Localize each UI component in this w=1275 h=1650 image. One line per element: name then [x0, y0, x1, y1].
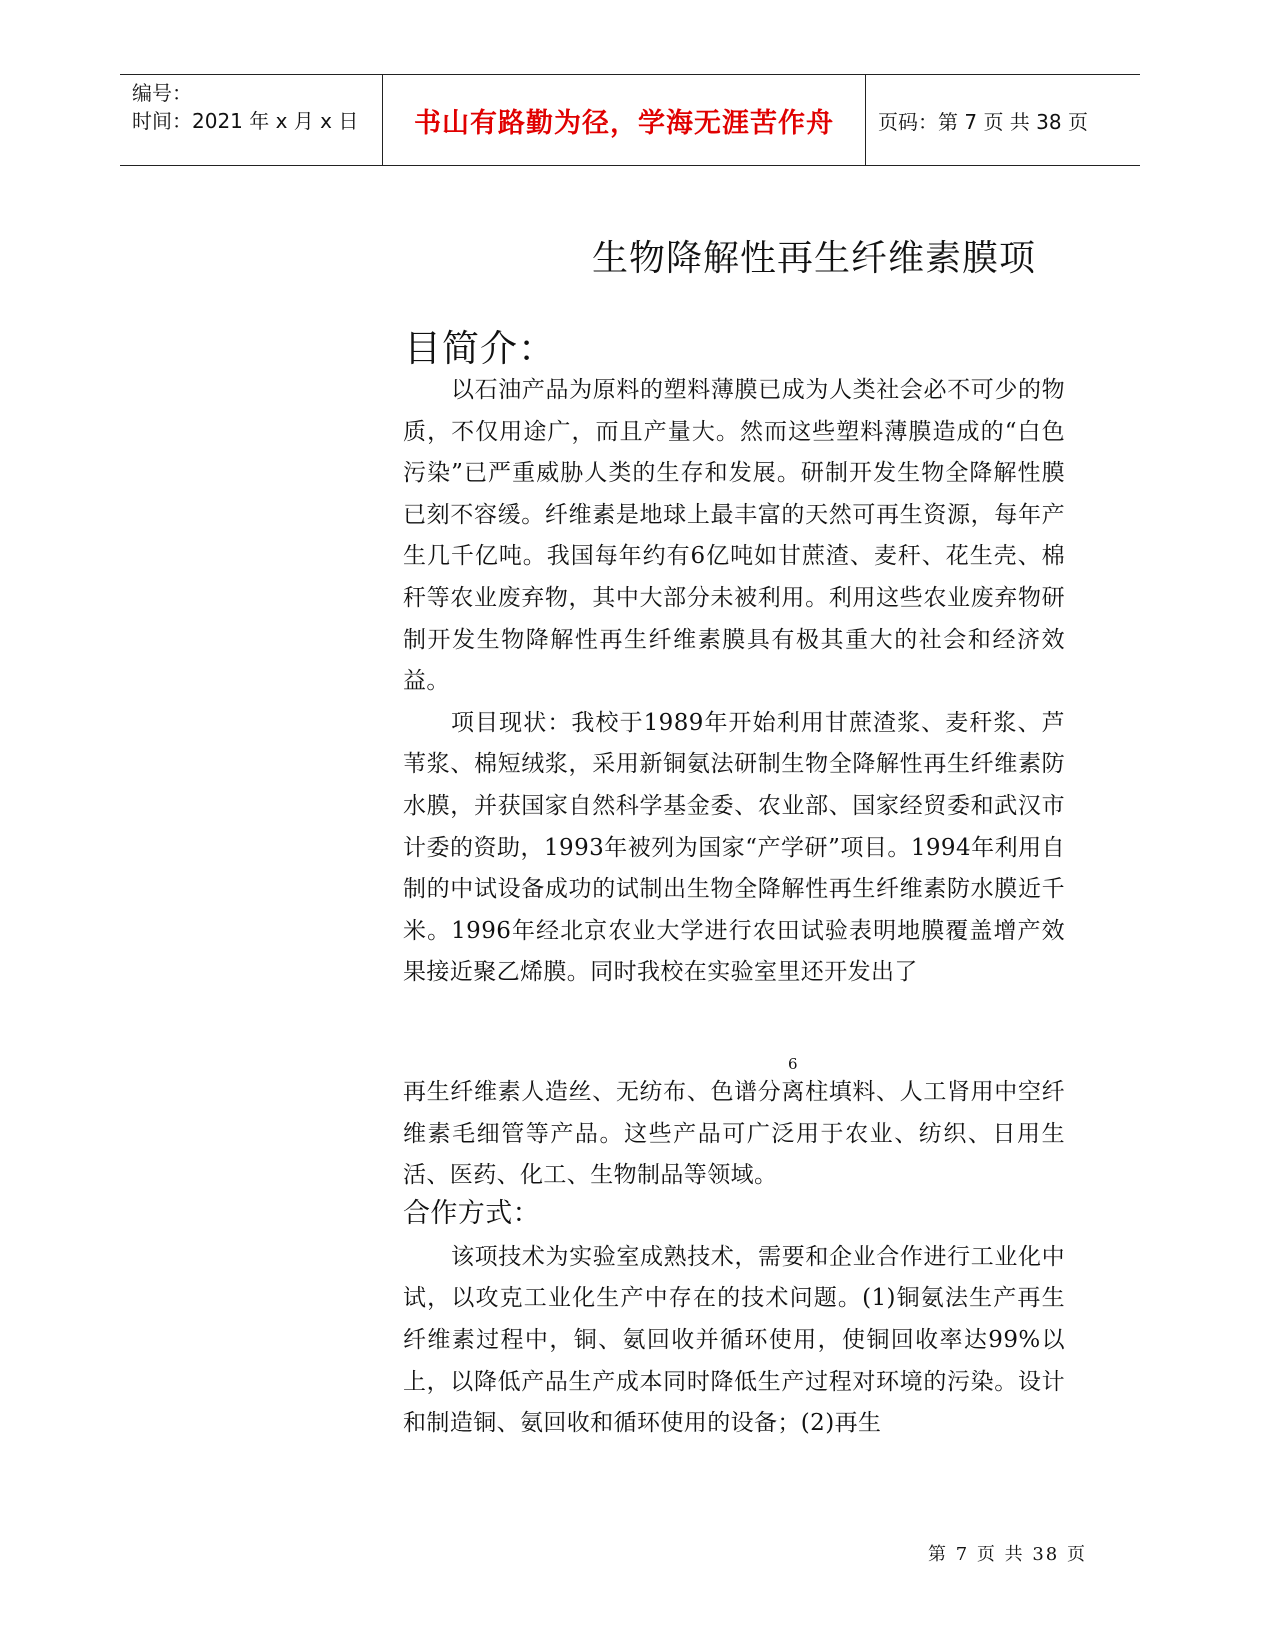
- body-block-1: [403, 370, 1065, 994]
- section-title-cooperation: 合作方式：: [403, 1197, 540, 1229]
- paragraph-background: 以石油产品为原料的塑料薄膜已成为人类社会必不可少的物质，不仅用途广，而且产量大。然而这些塑料薄膜造成的“白色污染”已严重威胁人类的生存和发展。研制开发生物全降解性膜已刻不容缓。纤维素是地球上最丰富的天然可再生资源，每年产生几千亿吨。我国每年约有6亿吨如甘蔗渣、麦秆、花生壳、棉秆等农业废弃物，其中大部分未被利用。利用这些农业废弃物研制开发生物降解性再生纤维素膜具有极其重大的社会和经济效益。: [403, 377, 1065, 695]
- document-number-label: 编号：: [132, 81, 192, 105]
- page-marker: 6: [788, 1055, 798, 1073]
- page-footer: 第 7 页 共 38 页: [928, 1544, 1087, 1565]
- paragraph-cooperation: 该项技术为实验室成熟技术，需要和企业合作进行工业化中试，以攻克工业化生产中存在的技术问题。(1)铜氨法生产再生纤维素过程中，铜、氨回收并循环使用，使铜回收率达99%以上，以降低产品生产成本同时降低生产过程对环境的污染。设计和制造铜、氨回收和循环使用的设备；(2)再生: [403, 1243, 1065, 1437]
- document-title-line-2: 目简介：: [404, 327, 556, 370]
- page-header: [120, 74, 1140, 166]
- document-time-label: 时间：2021 年 x 月 x 日: [132, 109, 359, 133]
- header-motto: 书山有路勤为径，学海无涯苦作舟: [382, 75, 866, 165]
- paragraph-continuation: 再生纤维素人造丝、无纺布、色谱分离柱填料、人工肾用中空纤维素毛细管等产品。这些产品可广泛用于农业、纺织、日用生活、医药、化工、生物制品等领域。: [403, 1079, 1065, 1189]
- paragraph-project-status: 项目现状：我校于1989年开始利用甘蔗渣浆、麦秆浆、芦苇浆、棉短绒浆，采用新铜氨法研制生物全降解性再生纤维素防水膜，并获国家自然科学基金委、农业部、国家经贸委和武汉市计委的资助，1993年被列为国家“产学研”项目。1994年利用自制的中试设备成功的试制出生物全降解性再生纤维素防水膜近千米。1996年经北京农业大学进行农田试验表明地膜覆盖增产效果接近聚乙烯膜。同时我校在实验室里还开发出了: [403, 709, 1065, 986]
- header-page-info: 页码：第 7 页 共 38 页: [878, 109, 1088, 134]
- body-block-2: [403, 1072, 1065, 1445]
- header-meta: [120, 75, 382, 165]
- document-title-line-1: 生物降解性再生纤维素膜项: [592, 238, 1037, 279]
